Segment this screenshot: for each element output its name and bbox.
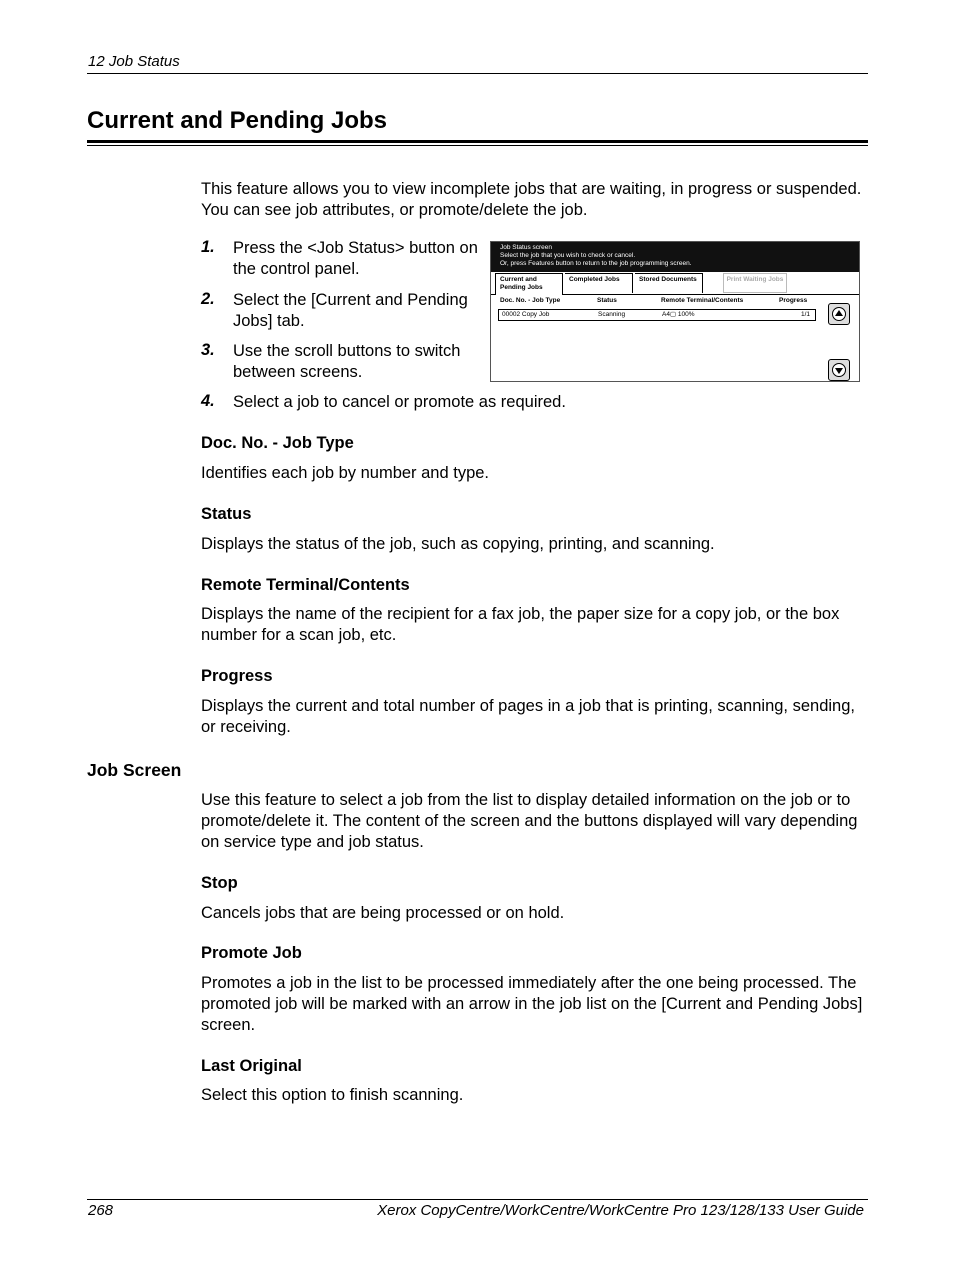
body-text: Promotes a job in the list to be processed immediately after the one being processed. The promoted job will be marked with an arrow in the job list on the [Current and Pending Jobs] screen. [201,974,863,1034]
footer-rule [87,1199,868,1200]
intro-paragraph: This feature allows you to view incomplete jobs that are waiting, in progress or suspended. You can see job attributes, or promote/delete the job. [201,180,862,219]
tab-print-waiting-jobs[interactable]: Print Waiting Jobs [723,273,787,293]
step-number: 1. [201,238,215,256]
job-remote: A4▢ 100% [662,311,695,318]
body-text: Use this feature to select a job from the list to display detailed information on the job or to promote/delete it. The content of the screen and the buttons displayed will vary depending on service type and job status. [201,791,858,851]
banner-line: Select the job that you wish to check or cancel. [500,252,636,259]
subheading: Stop [201,874,238,892]
subheading: Promote Job [201,944,302,962]
job-progress: 1/1 [801,311,811,318]
job-status-screen-image [490,241,860,382]
step-text: Select the [Current and Pending Jobs] tab. [233,291,468,330]
scroll-down-button[interactable] [828,359,850,381]
banner-line: Or, press Features button to return to the job programming screen. [500,260,692,267]
page-title: Current and Pending Jobs [87,107,388,134]
title-rule-thin [87,145,868,146]
body-text: Identifies each job by number and type. [201,464,490,482]
subheading: Remote Terminal/Contents [201,576,410,594]
column-header: Remote Terminal/Contents [661,297,744,304]
screen-banner [491,242,859,272]
section-heading: Job Screen [87,760,182,780]
step-number: 2. [201,290,215,308]
header-rule [87,73,868,74]
body-text: Displays the current and total number of pages in a job that is printing, scanning, sending, or receiving. [201,697,855,736]
page-number: 268 [88,1202,114,1219]
triangle-down-icon [832,363,846,377]
step-number: 4. [201,392,215,410]
guide-title: Xerox CopyCentre/WorkCentre/WorkCentre Pro 123/128/133 User Guide [377,1202,864,1219]
subheading: Status [201,505,252,523]
body-text: Displays the name of the recipient for a fax job, the paper size for a copy job, or the box number for a scan job, etc. [201,605,840,644]
column-header: Doc. No. - Job Type [500,297,561,304]
step-text: Use the scroll buttons to switch between screens. [233,342,461,381]
tab-current-and-pending-jobs[interactable]: Current and Pending Jobs [495,273,563,295]
title-rule [87,140,868,143]
column-header: Progress [779,297,808,304]
step-text: Press the <Job Status> button on the control panel. [233,239,478,278]
body-text: Displays the status of the job, such as copying, printing, and scanning. [201,535,715,553]
body-text: Cancels jobs that are being processed or on hold. [201,904,565,922]
job-row[interactable] [498,309,816,321]
banner-line: Job Status screen [500,244,553,251]
body-text: Select this option to finish scanning. [201,1086,464,1104]
job-doc: 00002 Copy Job [502,311,550,318]
running-header: 12 Job Status [88,53,180,70]
triangle-up-icon [832,307,846,321]
tab-stored-documents[interactable]: Stored Documents [635,273,703,293]
screen-tab-row [491,272,859,295]
subheading: Progress [201,667,273,685]
scroll-up-button[interactable] [828,303,850,325]
column-header: Status [597,297,617,304]
step-number: 3. [201,341,215,359]
tab-completed-jobs[interactable]: Completed Jobs [565,273,633,293]
step-text: Select a job to cancel or promote as required. [233,393,566,411]
subheading: Last Original [201,1057,302,1075]
job-status: Scanning [598,311,626,318]
subheading: Doc. No. - Job Type [201,434,354,452]
